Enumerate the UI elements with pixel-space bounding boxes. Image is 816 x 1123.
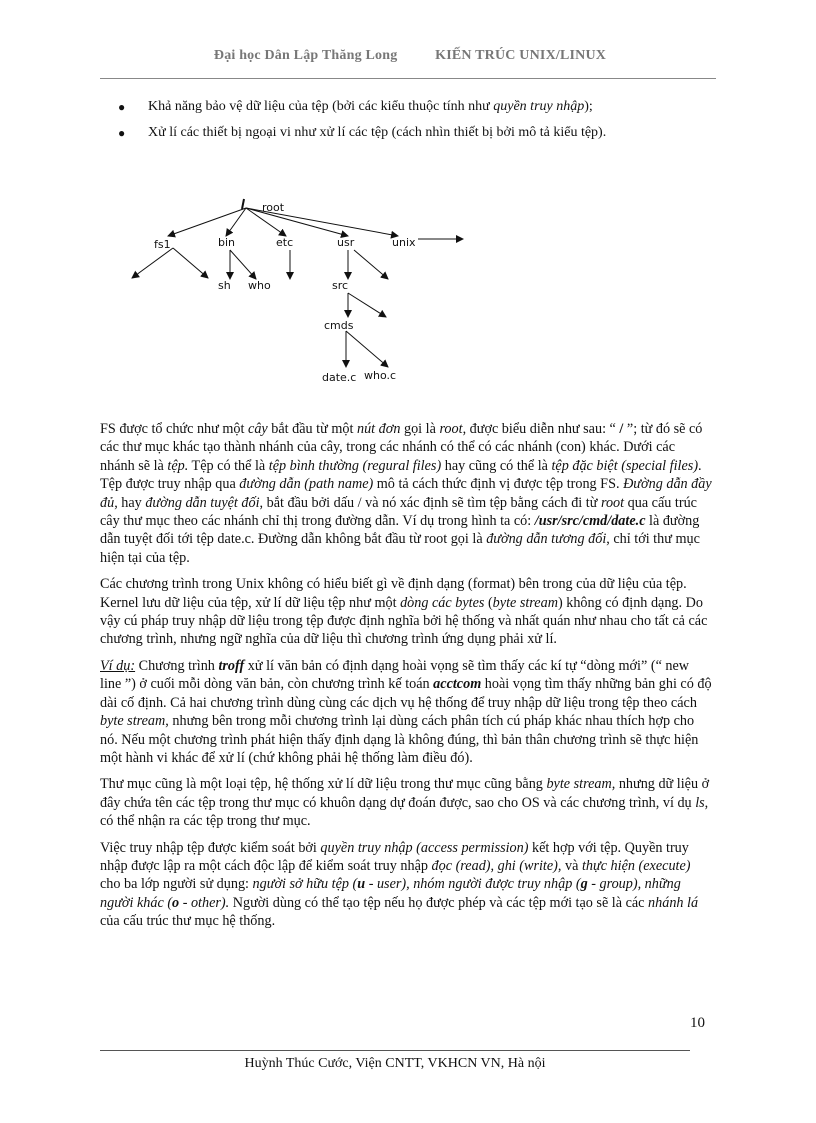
paragraph-directory: Thư mục cũng là một loại tệp, hệ thống xử lí dữ liệu trong thư mục cũng bằng byte stream, nhưng dữ liệu ở đây chứa tên các tệp trong thư mục có khuôn dạng dự đoán được, sao cho OS và các chương trình, ví dụ ls, có thể nhận ra các tệp trong thư mục.	[100, 776, 710, 830]
node-cmds: cmds	[324, 319, 354, 332]
node-src: src	[332, 279, 349, 292]
page-header	[100, 48, 720, 64]
node-who: who	[248, 279, 271, 292]
node-root: root	[262, 201, 285, 214]
bullet-list	[118, 98, 738, 150]
header-course: KIẾN TRÚC UNIX/LINUX	[435, 48, 607, 63]
header-institution: Đại học Dân Lập Thăng Long	[213, 48, 398, 63]
page-number: 10	[690, 1015, 705, 1031]
paragraph-permissions: Việc truy nhập tệp được kiểm soát bởi quyền truy nhập (access permission) kết hợp với tệp. Quyền truy nhập được lập ra một cách độc lập để kiểm soát truy nhập đọc (read), ghi (write), và thực hiện (execute) cho ba lớp người sử dụng: người sở hữu tệp (u - user), nhóm người được truy nhập (g - group), những người khác (o - other). Người dùng có thể tạo tệp nếu họ được phép và các tệp mới tạo sẽ là các nhánh lá của cấu trúc thư mục hệ thống.	[100, 839, 699, 930]
node-fs1: fs1	[154, 238, 171, 251]
body-text	[100, 420, 712, 939]
list-item: ● Xử lí các thiết bị ngoại vi như xử lí các tệp (cách nhìn thiết bị bởi mô tả kiểu tệp).	[118, 124, 738, 150]
paragraph-filesystem: FS được tổ chức như một cây bắt đầu từ một nút đơn gọi là root, được biểu diễn như sau: “ / ”; từ đó sẽ có các thư mục khác tạo thành nhánh của cây, trong các nhánh có thể có các nhánh (con) khác. Dưới các nhánh sẽ là tệp. Tệp có thể là tệp bình thường (regural files) hay cũng có thể là tệp đặc biệt (special files). Tệp được truy nhập qua đường dẫn (path name) mô tả cách thức định vị được tệp trong FS. Đường dẫn đầy đủ, hay đường dẫn tuyệt đối, bắt đầu bởi dấu / và nó xác định sẽ tìm tệp bằng cách đi từ root qua cấu trúc cây thư mục theo các nhánh chỉ thị trong đường dẫn. Ví dụ trong hình ta có: /usr/src/cmd/date.c là đường dẫn tuyệt đối tới tệp date.c. Đường dẫn không bắt đầu từ root gọi là đường dẫn tương đối, chỉ tới thư mục hiện tại của tệp.	[100, 421, 712, 566]
node-usr: usr	[337, 236, 355, 249]
bullet-icon: ●	[118, 126, 126, 140]
list-item: ● Khả năng bảo vệ dữ liệu của tệp (bởi các kiểu thuộc tính như quyền truy nhập);	[118, 98, 738, 124]
page-footer: Huỳnh Thúc Cước, Viện CNTT, VKHCN VN, Hà nội	[244, 1056, 546, 1071]
bullet-icon: ●	[118, 100, 126, 114]
node-sh: sh	[218, 279, 231, 292]
node-date-c: date.c	[322, 371, 357, 384]
header-divider	[100, 78, 716, 79]
footer-divider	[100, 1050, 690, 1051]
node-who-c: who.c	[364, 369, 397, 382]
paragraph-byte-stream: Các chương trình trong Unix không có hiểu biết gì về định dạng (format) bên trong của dữ liệu của tệp. Kernel lưu dữ liệu của tệp, xử lí dữ liệu tệp như một dòng các bytes (byte stream) không có định dạng. Do vậy cú pháp truy nhập dữ liệu trong tệp được định nghĩa bởi hệ thống và nhất quán như nhau cho tất cả các chương trình, nhưng ngữ nghĩa của dữ liệu thì chương trình ứng dụng phải xử lí.	[100, 576, 708, 648]
paragraph-example: Ví dụ: Chương trình troff xử lí văn bản có định dạng hoài vọng sẽ tìm thấy các kí tự “dòng mới” (“ new line ”) ở cuối mỗi dòng văn bản, còn chương trình kế toán acctcom hoài vọng tìm thấy những bản ghi có độ dài cố định. Cả hai chương trình dùng cùng các dịch vụ hệ thống để truy nhập dữ liệu trong tệp theo cách byte stream, nhưng bên trong mỗi chương trình lại dùng cách phân tích cú pháp khác nhau thích hợp cho nó. Nếu một chương trình phát hiện thấy định dạng là không đúng, thì bản thân chương trình sẽ thực hiện một hành vi khác để xử lí (chứ không phải hệ thống làm điều đó).	[100, 657, 712, 766]
directory-tree-diagram	[118, 195, 478, 395]
node-bin: bin	[218, 236, 236, 249]
node-unix: unix	[392, 236, 416, 249]
node-etc: etc	[276, 236, 294, 249]
